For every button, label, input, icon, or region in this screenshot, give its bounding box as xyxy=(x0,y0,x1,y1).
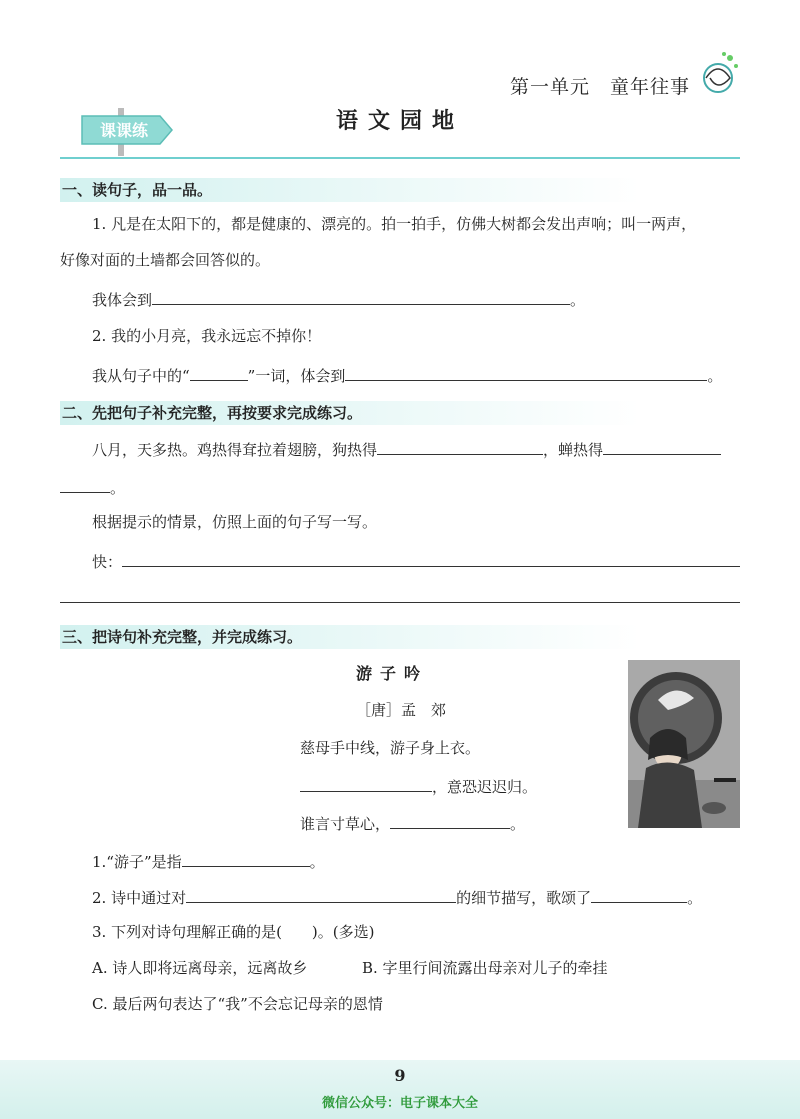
s1-q1-line1: 1. 凡是在太阳下的，都是健康的、漂亮的。拍一拍手，仿佛大树都会发出声响；叫一两声， xyxy=(92,215,697,233)
s3-q2-row xyxy=(92,886,702,908)
poem-line3-blank[interactable] xyxy=(390,812,510,829)
s3-q3: 3. 下列对诗句理解正确的是( )。(多选) xyxy=(92,923,375,941)
s1-q1-blank[interactable] xyxy=(152,288,570,305)
section3-heading: 三、把诗句补充完整，并完成练习。 xyxy=(60,625,742,649)
poem-line3-a: 谁言寸草心， xyxy=(300,815,391,833)
s2-kuai-label: 快： xyxy=(92,553,123,571)
page-title: 语文园地 xyxy=(335,108,464,134)
s1-q1-prompt: 我体会到 xyxy=(92,291,153,309)
poem-line1: 慈母手中线，游子身上衣。 xyxy=(300,739,481,757)
poem-line2 xyxy=(300,775,537,797)
s1-q1-line2: 好像对面的土墙都会回答似的。 xyxy=(60,251,271,269)
s1-q2-prompt-b: ”一词，体会到 xyxy=(247,367,346,385)
s1-q2-prompt-a: 我从句子中的“ xyxy=(92,367,190,385)
poem-author: ［唐］孟 郊 xyxy=(356,701,447,719)
poem-title: 游子吟 xyxy=(356,664,429,683)
s2-kuai-row xyxy=(92,550,740,572)
s1-q2-word-blank[interactable] xyxy=(190,364,248,381)
lesson-tag-label: 课课练 xyxy=(99,121,149,140)
s1-q2-period: 。 xyxy=(707,367,723,385)
s1-q2-line: 2. 我的小月亮，我永远忘不掉你！ xyxy=(92,327,322,345)
s3-option-c[interactable]: C. 最后两句表达了“我”不会忘记母亲的恩情 xyxy=(92,995,383,1013)
page-number: 9 xyxy=(394,1066,406,1085)
s2-extra-line[interactable] xyxy=(60,602,740,603)
section2-heading: 二、先把句子补充完整，再按要求完成练习。 xyxy=(60,401,742,425)
s3-q2-b: 的细节描写，歌颂了 xyxy=(456,889,592,907)
s3-option-b[interactable]: B. 字里行间流露出母亲对儿子的牵挂 xyxy=(362,959,608,977)
s3-q2-blank1[interactable] xyxy=(186,886,456,903)
section1-heading: 一、读句子，品一品。 xyxy=(60,178,742,202)
s3-q1-end: 。 xyxy=(309,853,325,871)
header-divider xyxy=(60,157,740,159)
s2-line1 xyxy=(92,438,721,460)
s3-q1-row xyxy=(92,850,325,872)
s1-q1-period: 。 xyxy=(570,291,586,309)
s3-q1-text: 1.“游子”是指 xyxy=(92,853,182,871)
poem-line2-blank[interactable] xyxy=(300,775,432,792)
s3-q1-blank[interactable] xyxy=(182,850,310,867)
s2-line2 xyxy=(60,476,125,498)
s3-q2-blank2[interactable] xyxy=(591,886,687,903)
s1-q1-answer-row xyxy=(92,288,585,310)
s3-q2-a: 2. 诗中通过对 xyxy=(92,889,187,907)
s2-kuai-blank[interactable] xyxy=(122,550,740,567)
s2-line2-end: 。 xyxy=(110,479,126,497)
s2-dog-blank[interactable] xyxy=(377,438,543,455)
poem-line3 xyxy=(300,812,525,834)
s3-q2-end: 。 xyxy=(687,889,703,907)
mother-sewing-illustration xyxy=(628,660,740,828)
s3-option-a[interactable]: A. 诗人即将远离母亲，远离故乡 xyxy=(92,959,308,977)
s1-q2-blank[interactable] xyxy=(345,364,707,381)
wechat-watermark: 微信公众号：电子课本大全 xyxy=(321,1096,478,1111)
swirl-decoration-icon xyxy=(696,48,742,104)
s2-line1-a: 八月，天多热。鸡热得耷拉着翅膀，狗热得 xyxy=(92,441,378,459)
s2-instruction: 根据提示的情景，仿照上面的句子写一写。 xyxy=(92,513,378,531)
s2-cicada-blank-cont[interactable] xyxy=(60,476,110,493)
s2-line1-b: ，蝉热得 xyxy=(543,441,604,459)
s1-q2-answer-row xyxy=(92,364,722,386)
unit-title: 第一单元 童年往事 xyxy=(509,76,690,98)
poem-line2-end: ，意恐迟迟归。 xyxy=(432,778,538,796)
s2-cicada-blank[interactable] xyxy=(603,438,721,455)
poem-line3-end: 。 xyxy=(510,815,526,833)
